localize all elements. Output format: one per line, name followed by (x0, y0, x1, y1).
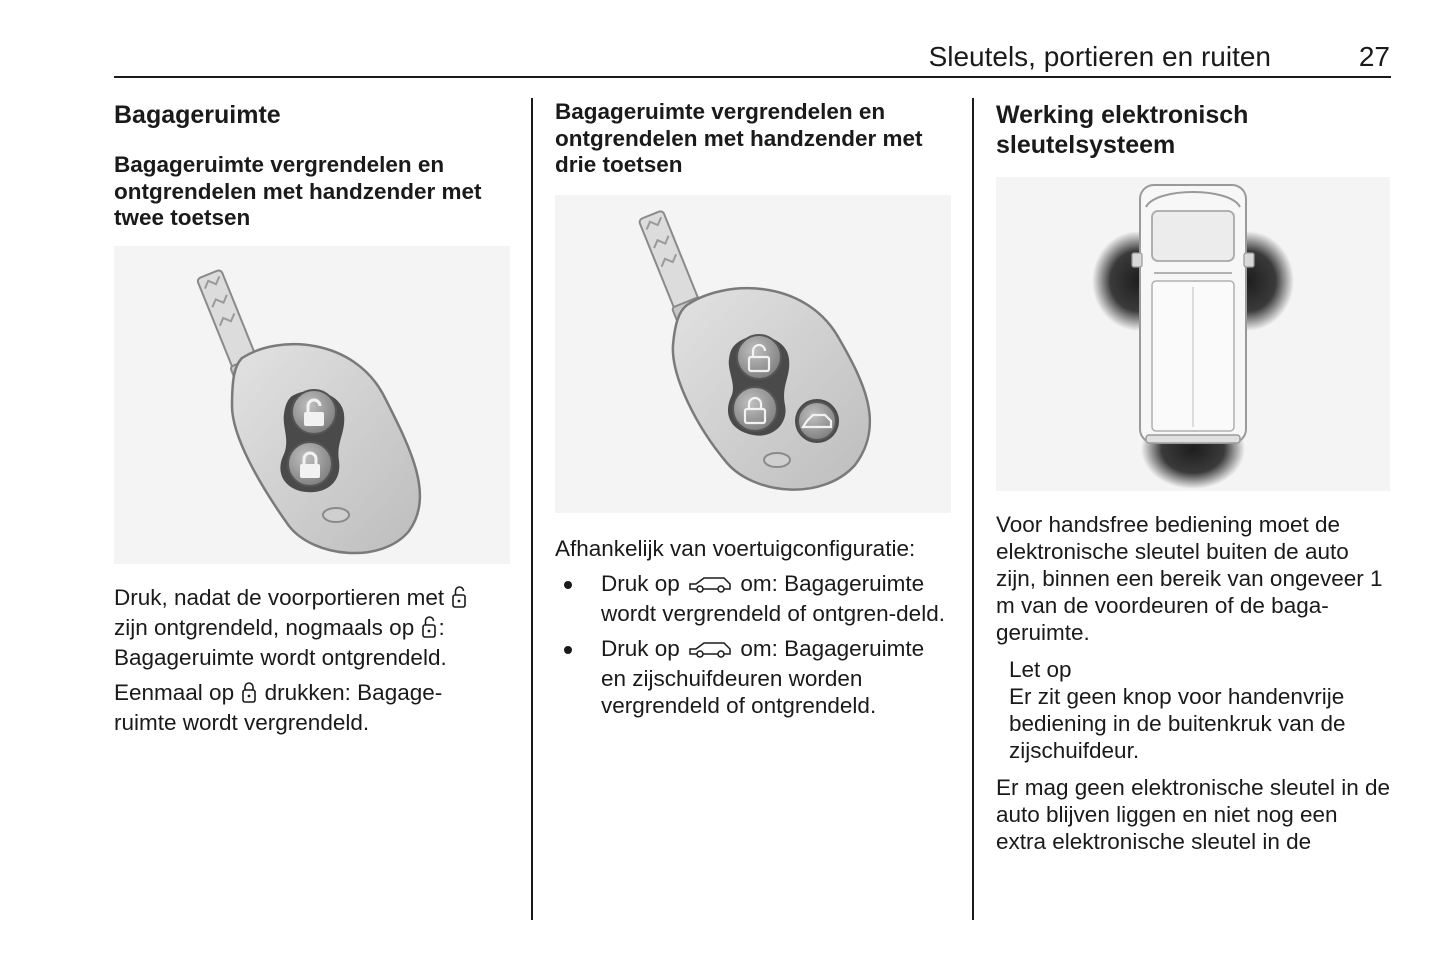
section-heading-bagageruimte: Bagageruimte (114, 101, 281, 129)
page-number: 27 (1358, 41, 1390, 72)
para1-colon: : (438, 614, 445, 640)
paragraph-unlock-instructions (114, 584, 512, 671)
van-top-view (1132, 185, 1254, 443)
bullet-2-text-a: Druk op (601, 635, 680, 661)
para1-text-c: Bagageruimte wordt ontgrendeld. (114, 644, 447, 670)
lock-icon (242, 681, 256, 709)
bullet-item-1 (555, 570, 951, 627)
van-icon (688, 638, 732, 665)
para2-text-a: Eenmaal op (114, 679, 235, 705)
paragraph-handsfree: Voor handsfree bediening moet de elektronische sleutel buiten de auto zijn, binnen een bereik van ongeveer 1 m van de voordeuren of de baga-geruimte. (996, 512, 1383, 645)
bullet-1-text-a: Druk op (601, 570, 680, 596)
figure-two-button-fob (114, 246, 510, 564)
column-1 (114, 98, 512, 736)
note-block (996, 656, 1392, 764)
column-3 (996, 98, 1392, 855)
section-heading-keyless: Werking elektronisch sleutelsysteem (996, 101, 1249, 159)
two-button-fob-illustration (114, 246, 510, 564)
bullet-2-text-rest: en zijschuifdeuren worden vergrendeld of ontgrendeld. (601, 665, 877, 718)
three-button-fob-illustration (555, 195, 951, 513)
bullet-1-text-rest: wordt vergrendeld of ontgren-deld. (601, 600, 945, 626)
unlock-icon (422, 616, 436, 644)
note-text: Er zit geen knop voor handenvrije bediening in de buitenkruk van de zijschuifdeur. (1009, 684, 1346, 763)
para1-text-b: zijn ontgrendeld, nogmaals op (114, 614, 415, 640)
bullet-dot (564, 646, 572, 654)
paragraph-key-inside: Er mag geen elektronische sleutel in de auto blijven liggen en niet nog een extra elektronische sleutel in de (996, 775, 1390, 854)
van-icon (688, 573, 732, 600)
running-header-title: Sleutels, portieren en ruiten (928, 41, 1271, 72)
para1-text-a: Druk, nadat de voorportieren met (114, 584, 445, 610)
para2-text-b: drukken: Bagage- (264, 679, 443, 705)
bullet-item-2 (555, 635, 951, 719)
bullet-list (555, 570, 951, 719)
bullet-2-text-b: om: Bagageruimte (740, 635, 925, 661)
para2-text-c: ruimte wordt vergrendeld. (114, 709, 370, 735)
note-title: Let op (1009, 657, 1072, 682)
figure-van-range (996, 177, 1390, 491)
column-divider-2 (972, 98, 974, 920)
subheading-two-buttons: Bagageruimte vergrendelen en ontgrendelen met handzender met twee toetsen (114, 152, 482, 230)
paragraph-lock-instructions (114, 679, 512, 736)
column-divider-1 (531, 98, 533, 920)
van-range-illustration (996, 177, 1390, 491)
bullet-1-text-b: om: Bagageruimte (740, 570, 925, 596)
figure-three-button-fob (555, 195, 951, 513)
unlock-icon (452, 586, 466, 614)
subheading-three-buttons: Bagageruimte vergrendelen en ontgrendelen met handzender met drie toetsen (555, 99, 923, 177)
bullet-dot (564, 581, 572, 589)
header-rule (114, 76, 1391, 78)
paragraph-intro: Afhankelijk van voertuigconfiguratie: (555, 535, 916, 561)
column-2 (555, 98, 951, 719)
